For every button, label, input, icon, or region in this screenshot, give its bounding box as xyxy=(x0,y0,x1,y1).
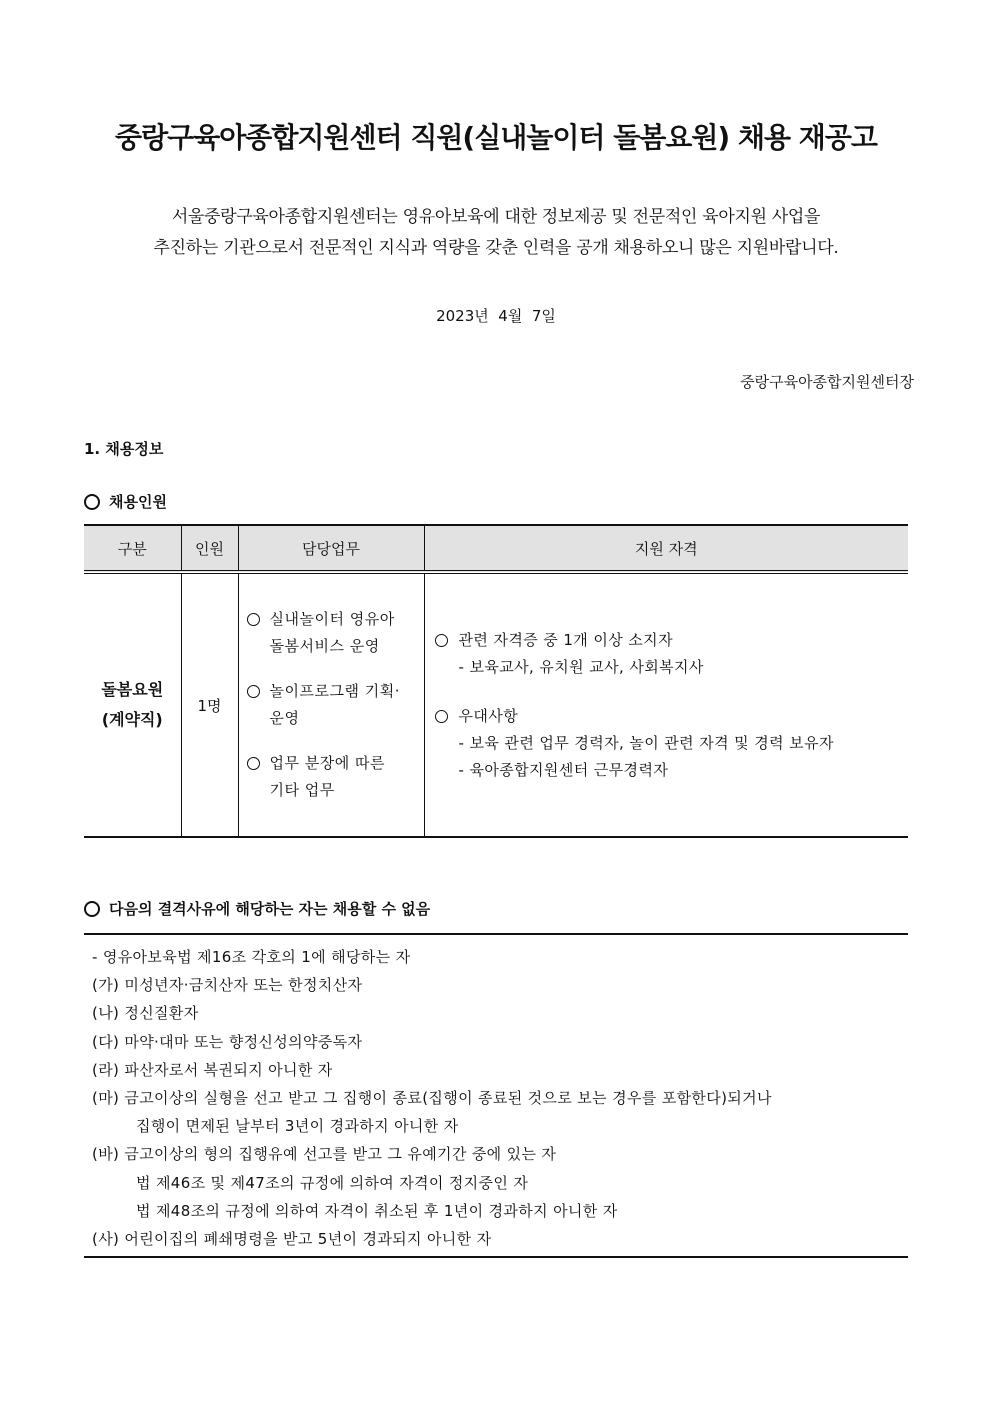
list-item: 법 제46조 및 제47조의 규정에 의하여 자격이 정지중인 자 xyxy=(136,1173,529,1192)
qualification-item: - 보육 관련 업무 경력자, 놀이 관련 자격 및 경력 보유자 xyxy=(458,733,834,752)
page-title: 중랑구육아종합지원센터 직원(실내놀이터 돌봄요원) 채용 재공고 xyxy=(115,121,877,154)
list-item: (사) 어린이집의 폐쇄명령을 받고 5년이 경과되지 아니한 자 xyxy=(92,1230,492,1249)
intro-line: 추진하는 기관으로서 전문적인 지식과 역량을 갖춘 인력을 공개 채용하오니 많은 지원바랍니다. xyxy=(153,238,839,258)
issuer-name: 중랑구육아종합지원센터장 xyxy=(740,373,914,391)
list-item: 법 제48조의 규정에 의하여 자격이 취소된 후 1년이 경과하지 아니한 자 xyxy=(136,1201,618,1220)
intro-line: 서울중랑구육아종합지원센터는 영유아보육에 대한 정보제공 및 전문적인 육아지원 사업을 xyxy=(171,207,821,227)
required-qualifications xyxy=(435,627,901,681)
circle-bullet-icon xyxy=(435,634,448,647)
duty-item xyxy=(247,606,416,660)
column-header: 담당업무 xyxy=(238,525,424,572)
list-item: (라) 파산자로서 복권되지 아니한 자 xyxy=(92,1060,333,1079)
duty-line: 실내놀이터 영유아 xyxy=(269,610,395,628)
qualifications-cell xyxy=(424,572,908,837)
column-header: 인원 xyxy=(181,525,238,572)
circle-bullet-icon xyxy=(84,901,100,917)
circle-bullet-icon xyxy=(84,494,100,510)
recruit-heading-text: 채용인원 xyxy=(109,493,167,511)
list-item: - 영유아보육법 제16조 각호의 1에 해당하는 자 xyxy=(92,948,411,966)
qualification-title: 우대사항 xyxy=(458,706,519,725)
list-item: (바) 금고이상의 형의 집행유예 선고를 받고 그 유예기간 중에 있는 자 xyxy=(92,1145,557,1164)
position-type: (계약직) xyxy=(101,710,163,729)
column-header: 구분 xyxy=(84,525,181,572)
table-row xyxy=(84,572,908,837)
position-cell xyxy=(84,572,181,837)
circle-bullet-icon xyxy=(247,613,260,626)
duty-line: 업무 분장에 따른 xyxy=(269,754,385,772)
circle-bullet-icon xyxy=(435,710,448,723)
duty-line: 기타 업무 xyxy=(269,781,335,799)
position-name: 돌봄요원 xyxy=(101,680,164,699)
intro-paragraph xyxy=(60,202,932,264)
duty-line: 놀이프로그램 기획· xyxy=(269,682,400,700)
announcement-date: 2023년 4월 7일 xyxy=(436,307,556,325)
duty-item xyxy=(247,750,416,804)
section-heading: 1. 채용정보 xyxy=(84,440,164,458)
qualification-title: 관련 자격증 중 1개 이상 소지자 xyxy=(458,630,673,649)
duty-line: 운영 xyxy=(269,709,300,727)
qualification-item: - 육아종합지원센터 근무경력자 xyxy=(458,760,669,779)
circle-bullet-icon xyxy=(247,757,260,770)
list-item: (가) 미성년자·금치산자 또는 한정치산자 xyxy=(92,976,363,995)
list-item: 집행이 면제된 날부터 3년이 경과하지 아니한 자 xyxy=(136,1117,459,1136)
disqualification-heading-text: 다음의 결격사유에 해당하는 자는 채용할 수 없음 xyxy=(109,900,431,918)
duty-item xyxy=(247,678,416,732)
list-item: (나) 정신질환자 xyxy=(92,1004,199,1023)
duties-cell xyxy=(238,572,424,837)
recruit-heading xyxy=(84,491,167,512)
qualification-item: - 보육교사, 유치원 교사, 사회복지사 xyxy=(458,657,704,676)
preferred-qualifications xyxy=(435,703,901,784)
list-item: (마) 금고이상의 실형을 선고 받고 그 집행이 종료(집행이 종료된 것으로 보는 경우를 포함한다)되거나 xyxy=(92,1089,772,1108)
column-header: 지원 자격 xyxy=(424,525,908,572)
table-header-row xyxy=(84,525,908,572)
headcount-cell: 1명 xyxy=(181,572,238,837)
disqualification-list xyxy=(84,933,908,1258)
circle-bullet-icon xyxy=(247,685,260,698)
duty-line: 돌봄서비스 운영 xyxy=(269,637,380,655)
list-item: (다) 마약·대마 또는 향정신성의약중독자 xyxy=(92,1032,363,1051)
recruit-table xyxy=(84,524,908,838)
disqualification-heading xyxy=(84,898,430,919)
